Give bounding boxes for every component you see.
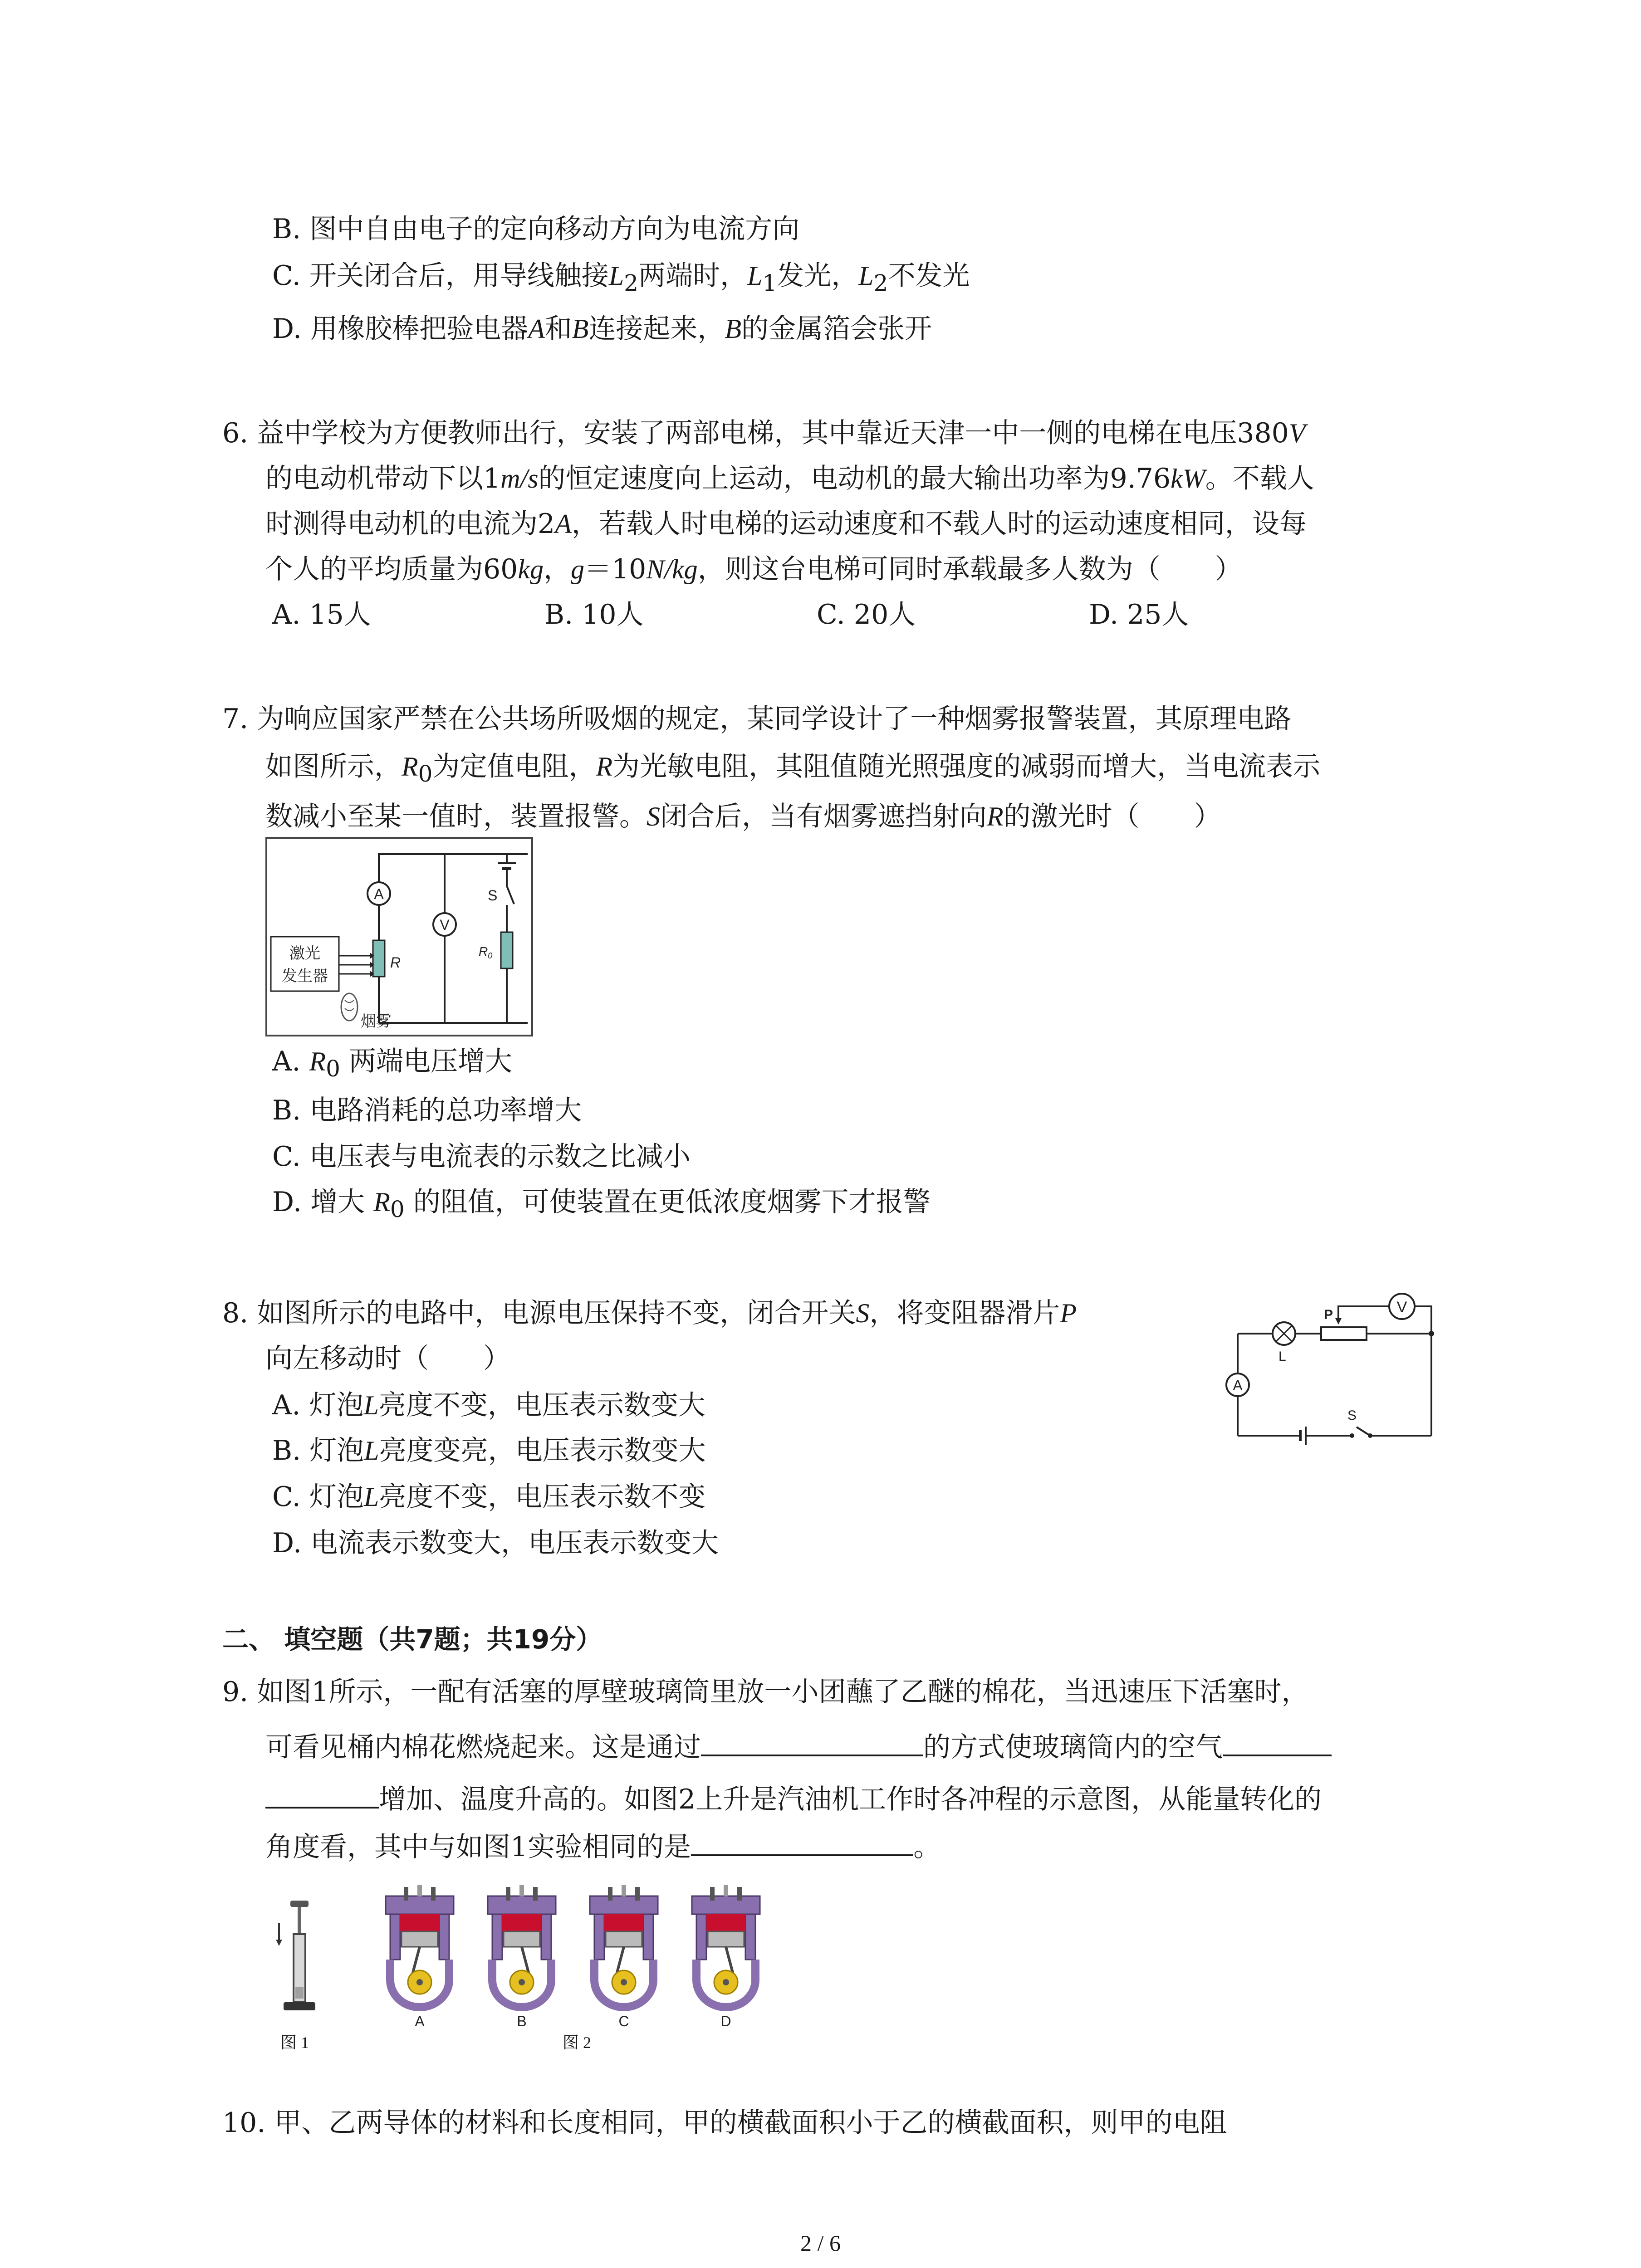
q7-line-2: [265, 753, 1320, 785]
q9-blank-2-cont[interactable]: [265, 1780, 379, 1809]
q6-text: 时测得电动机的电流为2: [265, 508, 555, 540]
q9-line-3: [265, 1780, 1322, 1813]
q8-option-b: [272, 1437, 706, 1464]
q9-blank-2[interactable]: [1223, 1728, 1332, 1756]
q8-voltmeter-label: V: [1396, 1299, 1407, 1316]
fixed-resistor: [501, 932, 513, 968]
q8-option-c: [272, 1481, 706, 1513]
ammeter-label: A: [374, 886, 384, 902]
q9-text: 的方式使玻璃筒内的空气: [923, 1731, 1223, 1763]
q9-text: 角度看，其中与如图1实验相同的是: [265, 1831, 691, 1863]
q9-line-2: [265, 1728, 1332, 1761]
q7-option-d-text: 的阻值，可使装置在更低浓度烟雾下才报警: [404, 1186, 931, 1218]
engine-label-a: A: [415, 2013, 425, 2029]
var-unit: A: [555, 509, 572, 539]
q6-text: ，: [544, 553, 571, 585]
var-r: R: [987, 802, 1004, 831]
q6-option-d-text: D. 25人: [1089, 599, 1189, 631]
q7-circuit-figure: [265, 837, 533, 1036]
q7-option-b-text: B. 电路消耗的总功率增大: [272, 1095, 582, 1126]
fixed-resistor-label: [479, 944, 492, 960]
q6-line-4: [265, 553, 1242, 585]
q5-option-d-text: D. 用橡胶棒把验电器: [272, 313, 529, 345]
var-l: L: [363, 1390, 379, 1420]
q6-text: ，若载人时电梯的运动速度和不载人时的运动速度相同，设每: [571, 508, 1307, 540]
var-l: L: [858, 261, 874, 291]
var-l: L: [747, 261, 763, 291]
q8-option-d: [272, 1527, 719, 1559]
q9-text: 可看见桶内棉花燃烧起来。这是通过: [265, 1731, 701, 1763]
q6-line-1: [222, 417, 1306, 449]
q8-lamp-label: L: [1279, 1349, 1286, 1364]
var-unit: kg: [518, 554, 544, 584]
section-heading-text: 二、 填空题（共7题；共19分）: [222, 1624, 603, 1655]
q8-option-a: [272, 1389, 705, 1421]
q6-option-c-text: C. 20人: [817, 599, 916, 631]
q8-option-a-text: 亮度不变，电压表示数变大: [378, 1389, 705, 1421]
smoke-icon: [341, 993, 358, 1021]
q5-option-d-text: 的金属箔会张开: [741, 313, 932, 345]
engine-stroke-d: [692, 1885, 760, 2029]
engine-stroke-c: [590, 1885, 658, 2029]
var-v: V: [1288, 418, 1306, 448]
q7-option-c-text: C. 电压表与电流表的示数之比减小: [272, 1141, 691, 1173]
engine-label-d: D: [720, 2013, 731, 2029]
switch-label: S: [488, 887, 498, 904]
q5-option-b: [272, 215, 799, 243]
q6-text: 。不载人: [1205, 463, 1314, 494]
photoresistor-label: R: [390, 954, 401, 971]
subscript: 2: [873, 270, 888, 296]
q7-text: 如图所示，: [265, 751, 402, 782]
var-b: B: [572, 314, 589, 344]
q6-option-a: [272, 599, 371, 631]
q8-option-c-text: C. 灯泡: [272, 1481, 364, 1513]
var-g: g: [571, 554, 584, 584]
q5-option-d-text: 连接起来，: [588, 313, 725, 345]
q5-option-d: [272, 313, 932, 345]
q7-option-d: [272, 1188, 931, 1221]
rheostat-icon: [1321, 1327, 1367, 1340]
q8-slider-label: P: [1324, 1307, 1333, 1322]
q5-option-b-text: B. 图中自由电子的定向移动方向为电流方向: [272, 213, 800, 245]
q8-line-2: [265, 1345, 510, 1372]
section-heading: [222, 1624, 603, 1655]
q8-circuit-figure: [1225, 1288, 1452, 1456]
q6-option-b: [544, 599, 644, 631]
q9-line-1: [222, 1678, 1309, 1706]
q6-option-a-text: A. 15人: [272, 599, 371, 631]
q8-ammeter-label: A: [1233, 1377, 1243, 1393]
q5-option-c-text: 发光，: [777, 260, 859, 292]
q6-line-2: [265, 465, 1314, 492]
q6-text: ，则这台电梯可同时承载最多人数为（ ）: [697, 553, 1242, 585]
q6-option-d: [1089, 599, 1189, 631]
q6-text: 6. 益中学校为方便教师出行，安装了两部电梯，其中靠近天津一中一侧的电梯在电压380: [222, 417, 1289, 449]
r0-subscript: 0: [488, 951, 493, 960]
q6-text: ＝10: [584, 553, 647, 585]
q7-line-1: [222, 705, 1291, 733]
q5-option-c-text: C. 开关闭合后，用导线触接: [272, 260, 609, 292]
q7-option-b: [272, 1097, 582, 1124]
var-r: R: [596, 752, 613, 782]
q7-text: 为光敏电阻，其阻值随光照强度的减弱而增大，当电流表示: [612, 751, 1321, 782]
q7-text: 数减小至某一值时，装置报警。: [265, 801, 647, 832]
q7-line-3: [265, 803, 1221, 830]
q6-line-3: [265, 510, 1307, 538]
q9-text: 增加、温度升高的。如图2上升是汽油机工作时各冲程的示意图，从能量转化的: [379, 1784, 1322, 1815]
var-p: P: [1060, 1298, 1077, 1328]
var-s: S: [856, 1298, 870, 1328]
q6-text: 的恒定速度向上运动，电动机的最大输出功率为9.76: [538, 463, 1171, 494]
q8-option-a-text: A. 灯泡: [272, 1389, 364, 1421]
q9-text: 。: [913, 1831, 941, 1863]
q9-line-4: [265, 1828, 941, 1861]
var-r: R: [373, 1187, 390, 1217]
q6-option-b-text: B. 10人: [544, 599, 644, 631]
var-b: B: [725, 314, 742, 344]
engine-stroke-b: [488, 1885, 556, 2029]
engine-label-c: C: [618, 2013, 629, 2029]
var-a: A: [528, 314, 545, 344]
q9-figure-2: [377, 1885, 808, 2030]
subscript: 2: [624, 270, 639, 296]
var-unit: N/kg: [646, 554, 698, 584]
var-r: R: [309, 1046, 326, 1076]
q9-text: 9. 如图1所示，一配有活塞的厚壁玻璃筒里放一小团蘸了乙醚的棉花，当迅速压下活塞时，: [222, 1676, 1309, 1708]
q7-option-a-text: 两端电压增大: [340, 1046, 513, 1077]
var-s: S: [647, 802, 660, 831]
q6-text: 的电动机带动下以1: [265, 463, 501, 494]
q8-option-d-text: D. 电流表示数变大，电压表示数变大: [272, 1527, 719, 1559]
q9-figure-2-caption: 图 2: [563, 2033, 592, 2052]
q7-option-a: [272, 1048, 512, 1080]
q5-option-c-text: 不发光: [888, 260, 970, 292]
q8-option-b-text: B. 灯泡: [272, 1435, 364, 1466]
q5-option-c-text: 两端时，: [638, 260, 748, 292]
voltmeter-label: V: [440, 917, 450, 933]
engine-strokes-group: [377, 1885, 808, 2030]
q9-figure-1-caption: 图 1: [280, 2033, 309, 2052]
q10-text: 10. 甲、乙两导体的材料和长度相同，甲的横截面积小于乙的横截面积，则甲的电阻: [222, 2107, 1227, 2139]
smoke-label: 烟雾: [361, 1013, 392, 1030]
q7-text: 为定值电阻，: [432, 751, 596, 782]
subscript: 0: [326, 1056, 340, 1082]
piston-handle-icon: [290, 1901, 309, 1907]
q7-option-d-text: D. 增大: [272, 1186, 374, 1218]
q5-option-d-text: 和: [544, 313, 572, 345]
r0-letter: R: [479, 944, 488, 958]
q7-text: 的激光时（ ）: [1003, 801, 1221, 832]
q6-option-c: [817, 599, 916, 631]
laser-label-2: 发生器: [282, 968, 328, 985]
page-number: 2 / 6: [800, 2230, 841, 2256]
q8-text: ，将变阻器滑片: [869, 1297, 1060, 1329]
var-l: L: [608, 261, 624, 291]
q9-blank-3[interactable]: [691, 1828, 913, 1856]
var-l: L: [364, 1436, 379, 1466]
q10-line-1: [222, 2107, 1227, 2139]
q7-option-a-text: A.: [272, 1046, 309, 1077]
engine-label-b: B: [517, 2013, 527, 2029]
q7-option-c: [272, 1141, 691, 1173]
q9-figure-1: [270, 1896, 324, 2023]
q8-option-c-text: 亮度不变，电压表示数不变: [379, 1481, 706, 1513]
q7-text: 7. 为响应国家严禁在公共场所吸烟的规定，某同学设计了一种烟雾报警装置，其原理电路: [222, 703, 1292, 735]
photoresistor: [373, 940, 385, 977]
q8-switch-label: S: [1347, 1408, 1357, 1423]
var-l: L: [363, 1482, 379, 1512]
engine-stroke-a: [386, 1885, 454, 2029]
laser-label-1: 激光: [289, 945, 320, 962]
var-unit: m/s: [500, 464, 539, 494]
q7-text: 闭合后，当有烟雾遮挡射向: [660, 801, 987, 832]
q8-text: 8. 如图所示的电路中，电源电压保持不变，闭合开关: [222, 1297, 856, 1329]
var-r: R: [402, 752, 418, 782]
q5-option-c: [272, 262, 970, 294]
q8-line-1: [222, 1297, 1077, 1329]
subscript: 0: [390, 1196, 405, 1222]
q9-blank-1[interactable]: [701, 1728, 923, 1756]
subscript: 0: [418, 761, 433, 787]
var-unit: kW: [1171, 464, 1205, 494]
q8-text: 向左移动时（ ）: [265, 1343, 510, 1374]
q6-text: 个人的平均质量为60: [265, 553, 518, 585]
q8-option-b-text: 亮度变亮，电压表示数变大: [379, 1435, 706, 1466]
subscript: 1: [762, 270, 777, 296]
